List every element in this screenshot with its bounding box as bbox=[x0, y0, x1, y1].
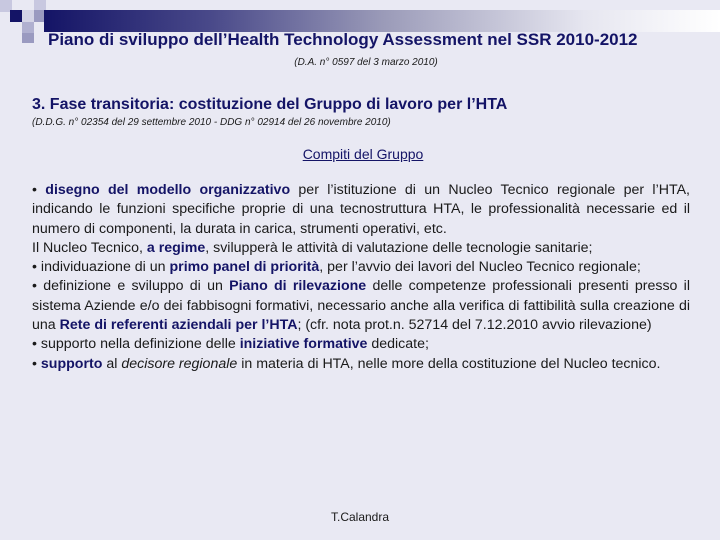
title-reference: (D.A. n° 0597 del 3 marzo 2010) bbox=[294, 57, 438, 68]
header-gradient-bar bbox=[44, 10, 720, 32]
bullet-item: • disegno del modello organizzativo per l’istituzione di un Nucleo Tecnico regionale per l’HTA, indicando le funzioni specifiche proprie di una tecnostruttura HTA, le professionalità necessarie ed il numero di componenti, la durata in carica, strumenti operativi, etc. bbox=[32, 182, 690, 237]
body-text bbox=[32, 181, 690, 374]
subheading: Compiti del Gruppo bbox=[302, 146, 424, 162]
section-reference: (D.D.G. n° 02354 del 29 settembre 2010 - DDG n° 02914 del 26 novembre 2010) bbox=[32, 117, 391, 128]
section-heading: 3. Fase transitoria: costituzione del Gruppo di lavoro per l’HTA bbox=[32, 96, 508, 113]
decor-square bbox=[22, 33, 34, 43]
footer-author: T.Calandra bbox=[330, 510, 390, 524]
bullet-item: • supporto nella definizione delle iniziative formative dedicate; bbox=[32, 336, 429, 353]
bullet-item: • individuazione di un primo panel di priorità, per l’avvio dei lavori del Nucleo Tecnico regionale; bbox=[32, 259, 641, 276]
paragraph: Il Nucleo Tecnico, a regime, svilupperà le attività di valutazione delle tecnologie sanitarie; bbox=[32, 239, 593, 256]
bullet-item: • definizione e sviluppo di un Piano di rilevazione delle competenze professionali presenti presso il sistema Aziende e/o dei fabbisogni formativi, necessario anche alla verifica di fattibilità sulla creazione di una Rete di referenti aziendali per l’HTA; (cfr. nota prot.n. 52714 del 7.12.2010 avvio rilevazione) bbox=[32, 278, 690, 334]
decor-square bbox=[10, 10, 22, 22]
decor-square bbox=[22, 10, 34, 22]
slide-title: Piano di sviluppo dell’Health Technology Assessment nel SSR 2010-2012 bbox=[48, 30, 638, 49]
bullet-item: • supporto al decisore regionale in materia di HTA, nelle more della costituzione del Nucleo tecnico. bbox=[32, 355, 661, 372]
